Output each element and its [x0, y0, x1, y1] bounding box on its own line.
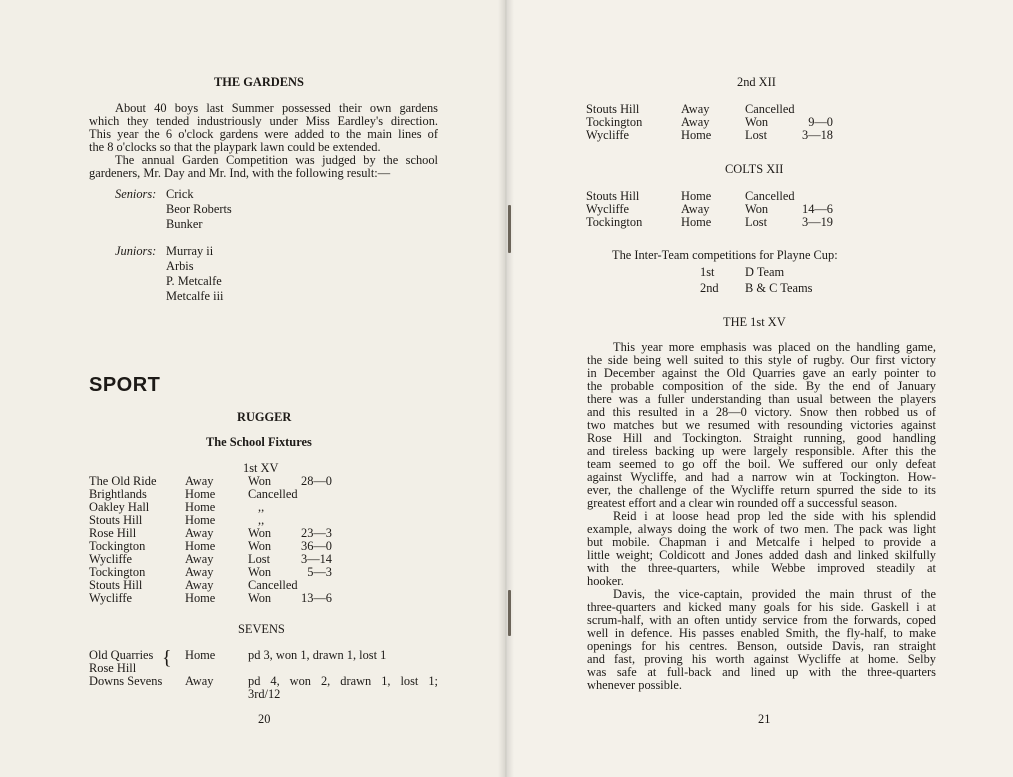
- fixture-team: Brightlands: [89, 487, 147, 501]
- upper-staple: [508, 205, 511, 253]
- page-number-left: 20: [258, 712, 271, 726]
- senior-winner: Crick: [166, 187, 194, 201]
- text-line: team seemed to go off the boil. We suffered our only defeat: [587, 457, 936, 471]
- fixture-venue: Home: [185, 513, 216, 527]
- inter-team-text: The Inter-Team competitions for Playne Cup:: [612, 248, 838, 262]
- fixture-result: Cancelled: [745, 189, 795, 203]
- fixture-result: Won: [248, 526, 272, 540]
- fixture-result: Cancelled: [248, 578, 298, 592]
- inter-team-winner: D Team: [745, 265, 785, 279]
- fixture-team: Wycliffe: [89, 591, 133, 605]
- fixture-team: Wycliffe: [586, 128, 630, 142]
- fixtures-title: The School Fixtures: [206, 435, 312, 449]
- fixture-team: Stouts Hill: [586, 189, 640, 203]
- fixture-team: Tockington: [89, 565, 146, 579]
- report-paragraph: [587, 588, 936, 692]
- lower-staple: [508, 590, 511, 636]
- text-line: openings for his centres. Benson, outside Davis, ran straight: [587, 639, 936, 653]
- fixture-score: 3—14: [301, 552, 332, 566]
- fixture-venue: Home: [681, 215, 712, 229]
- fixture-venue: Home: [185, 500, 216, 514]
- second-xii-title: 2nd XII: [737, 75, 776, 89]
- fixture-venue: Home: [681, 189, 712, 203]
- first-xv-title: THE 1st XV: [723, 315, 786, 329]
- text-line: but mobile. Chapman i and Metcalfe i helped to provide a: [587, 535, 936, 549]
- fixture-result: Cancelled: [248, 487, 298, 501]
- junior-winner: Arbis: [166, 259, 194, 273]
- fixture-score: 14—6: [802, 202, 833, 216]
- text-line: greatest effort and a clear win rounded off a successful season.: [587, 496, 898, 510]
- sevens-team: Old Quarries: [89, 648, 154, 662]
- text-line: scrum-half, with an often untidy service from the forwards, coped: [587, 613, 936, 627]
- fixture-result: Won: [248, 474, 272, 488]
- text-line: in December against the Old Quarries gave an early pointer to: [587, 366, 936, 380]
- fixture-venue: Away: [681, 102, 710, 116]
- sport-heading: SPORT: [89, 374, 161, 396]
- text-line: and this resulted in a 28—0 victory. Snow then robbed us of: [587, 405, 936, 419]
- fixture-result: Lost: [248, 552, 271, 566]
- fixture-score: 23—3: [301, 526, 332, 540]
- fixture-result: Won: [745, 202, 769, 216]
- gardens-title: THE GARDENS: [214, 75, 304, 89]
- report-paragraph: [587, 510, 936, 588]
- sevens-title: SEVENS: [238, 622, 285, 636]
- sevens-venue: Home: [185, 648, 216, 662]
- text-line: This year more emphasis was placed on the handling game,: [613, 340, 936, 354]
- ditto-mark: ,,: [258, 500, 265, 514]
- text-line: The annual Garden Competition was judged by the school: [115, 153, 438, 167]
- fixture-venue: Home: [681, 128, 712, 142]
- gardens-paragraph-2: [89, 154, 438, 180]
- junior-winner: Murray ii: [166, 244, 214, 258]
- text-line: About 40 boys last Summer possessed their own gardens: [115, 101, 438, 115]
- text-line: gardeners, Mr. Day and Mr. Ind, with the following result:—: [89, 166, 391, 180]
- fixture-venue: Away: [185, 578, 214, 592]
- fixture-score: 3—18: [802, 128, 833, 142]
- fixture-result: Lost: [745, 128, 768, 142]
- gardens-paragraph-1: [89, 102, 438, 154]
- book-gutter: [498, 0, 514, 777]
- fixture-venue: Home: [185, 487, 216, 501]
- text-line: three-quarters and kicked many goals for his side. Gaskell i at: [587, 600, 936, 614]
- fixture-venue: Home: [185, 591, 216, 605]
- fixture-result: Won: [248, 591, 272, 605]
- fixture-team: Tockington: [586, 115, 643, 129]
- fixture-team: Tockington: [586, 215, 643, 229]
- text-line: little weight; Coldicott and Jones added dash and linked skilfully: [587, 548, 936, 562]
- fixture-score: 9—0: [808, 115, 833, 129]
- sevens-result-placing: 3rd/12: [248, 687, 281, 701]
- text-line: the side being well suited to this style of rugby. Our first victory: [587, 353, 936, 367]
- fixture-venue: Away: [185, 474, 214, 488]
- first-xv-report: [587, 341, 936, 692]
- fixture-score: 5—3: [307, 565, 332, 579]
- fixture-score: 28—0: [301, 474, 332, 488]
- junior-winner: Metcalfe iii: [166, 289, 224, 303]
- text-line: ever, the challenge of the Wycliffe return spurred the side to its: [587, 483, 936, 497]
- senior-winner: Bunker: [166, 217, 203, 231]
- fixture-venue: Away: [185, 526, 214, 540]
- fixture-team: Oakley Hall: [89, 500, 150, 514]
- sevens-team: Downs Sevens: [89, 674, 163, 688]
- report-paragraph: [587, 341, 936, 510]
- text-line: against Wycliffe, and had a narrow win at Tockington. How-: [587, 470, 936, 484]
- fixture-score: 3—19: [802, 215, 833, 229]
- inter-team-winner: B & C Teams: [745, 281, 813, 295]
- fixture-score: 13—6: [301, 591, 332, 605]
- text-line: well in defence. His passes enabled Smith, the fly-half, to make: [587, 626, 936, 640]
- text-line: the 8 o'clocks so that the playpark lawn could be extended.: [89, 140, 381, 154]
- text-line: Rose Hill and Tockington. Straight running, good handling: [587, 431, 936, 445]
- fixture-team: Stouts Hill: [89, 513, 143, 527]
- text-line: there was a fuller understanding than usual between the players: [587, 392, 936, 406]
- sevens-result: pd 3, won 1, drawn 1, lost 1: [248, 648, 387, 662]
- text-line: hooker.: [587, 574, 624, 588]
- fixture-team: Wycliffe: [89, 552, 133, 566]
- inter-team-place: 1st: [700, 265, 715, 279]
- sevens-venue: Away: [185, 674, 214, 688]
- colts-title: COLTS XII: [725, 162, 784, 176]
- fixture-team: Wycliffe: [586, 202, 630, 216]
- brace-symbol: {: [162, 647, 172, 669]
- sevens-team: Rose Hill: [89, 661, 137, 675]
- first-xv-label: 1st XV: [243, 461, 279, 475]
- text-line: and fast, proving his worth against Wycliffe at home. Selby: [587, 652, 936, 666]
- fixture-result: Won: [248, 565, 272, 579]
- inter-team-place: 2nd: [700, 281, 719, 295]
- fixture-result: Won: [745, 115, 769, 129]
- fixture-venue: Away: [681, 115, 710, 129]
- fixture-team: The Old Ride: [89, 474, 157, 488]
- fixture-venue: Away: [681, 202, 710, 216]
- fixture-venue: Away: [185, 565, 214, 579]
- page-number-right: 21: [758, 712, 771, 726]
- fixture-venue: Away: [185, 552, 214, 566]
- sevens-result: pd 4, won 2, drawn 1, lost 1;: [248, 674, 438, 688]
- text-line: two matches but we resumed with resounding victories against: [587, 418, 936, 432]
- text-line: with the three-quarters, while Webbe improved steadily at: [587, 561, 936, 575]
- text-line: whenever possible.: [587, 678, 682, 692]
- fixture-result: Lost: [745, 215, 768, 229]
- fixture-result: Cancelled: [745, 102, 795, 116]
- text-line: was safe at full-back and lined up with the three-quarters: [587, 665, 936, 679]
- juniors-label: Juniors:: [115, 244, 157, 258]
- text-line: and tireless backing up were largely responsible. After this the: [587, 444, 936, 458]
- senior-winner: Beor Roberts: [166, 202, 232, 216]
- fixture-team: Rose Hill: [89, 526, 137, 540]
- fixture-result: Won: [248, 539, 272, 553]
- seniors-label: Seniors:: [115, 187, 157, 201]
- text-line: Davis, the vice-captain, provided the main thrust of the: [613, 587, 936, 601]
- text-line: This year the 6 o'clock gardens were added to the main lines of: [89, 127, 438, 141]
- fixture-team: Stouts Hill: [586, 102, 640, 116]
- fixture-team: Tockington: [89, 539, 146, 553]
- ditto-mark: ,,: [258, 513, 265, 527]
- text-line: which they tended industriously under Miss Eardley's direction.: [89, 114, 438, 128]
- text-line: example, always doing the work of two men. The pack was light: [587, 522, 936, 536]
- rugger-title: RUGGER: [237, 410, 292, 424]
- fixture-team: Stouts Hill: [89, 578, 143, 592]
- fixture-score: 36—0: [301, 539, 332, 553]
- junior-winner: P. Metcalfe: [166, 274, 222, 288]
- fixture-venue: Home: [185, 539, 216, 553]
- text-line: the probable composition of the side. By the end of January: [587, 379, 936, 393]
- text-line: Reid i at loose head prop led the side with his splendid: [613, 509, 936, 523]
